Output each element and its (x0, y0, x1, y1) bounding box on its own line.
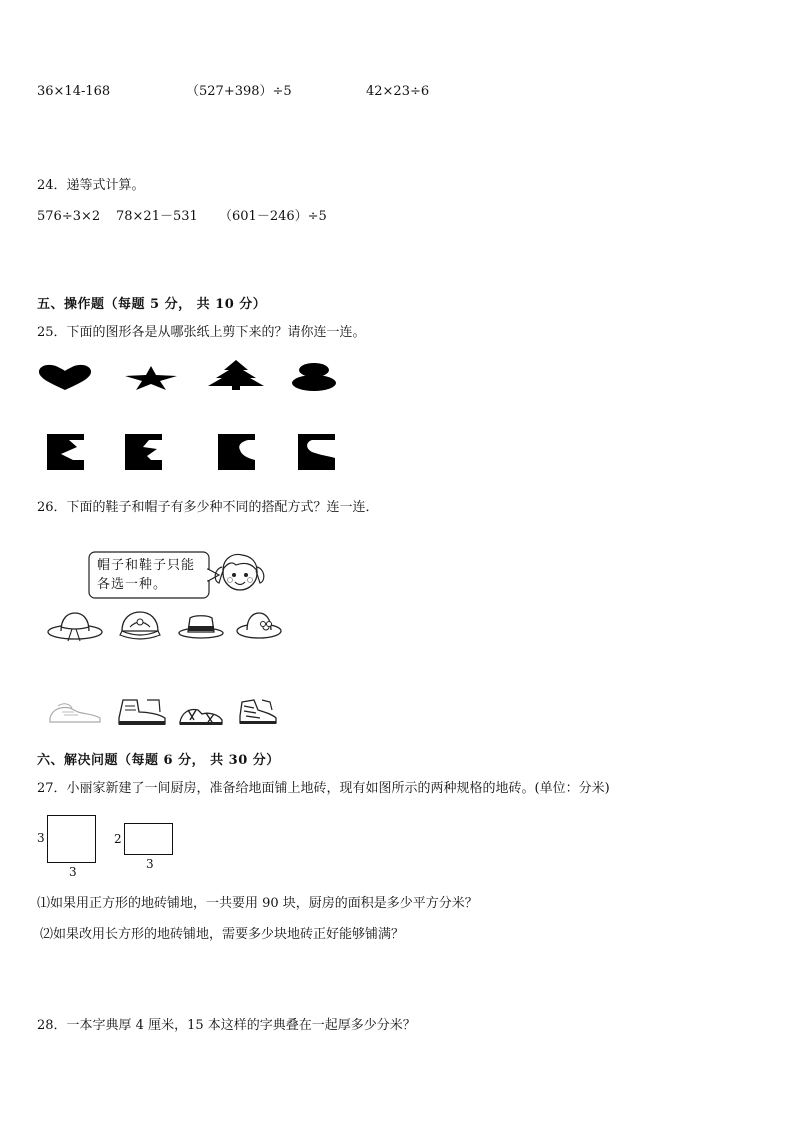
girl-icon (210, 547, 268, 601)
square-side-left-label: 3 (37, 831, 45, 845)
q24-expression-3: （601－246）÷5 (219, 209, 327, 224)
sandal-icon (176, 698, 226, 728)
question-24-title: 24．递等式计算。 (37, 178, 145, 193)
question-25-title: 25．下面的图形各是从哪张纸上剪下来的？请你连一连。 (37, 325, 366, 340)
expression-3: 42×23÷6 (366, 84, 430, 99)
sport-shoe-icon (236, 696, 280, 728)
bubble-line-2: 各选一种。 (97, 577, 168, 592)
paper-cut-3 (218, 434, 255, 470)
tree-shape (208, 360, 264, 390)
rect-side-left-label: 2 (114, 832, 122, 846)
flower-hat-icon (236, 609, 282, 641)
question-27-part-1: ⑴如果用正方形的地砖铺地，一共要用 90 块，厨房的面积是多少平方分米？ (37, 896, 478, 911)
bubble-line-1: 帽子和鞋子只能 (97, 558, 196, 573)
paper-cut-4 (298, 434, 335, 470)
rect-side-bottom-label: 3 (146, 857, 154, 871)
question-27-part-2: ⑵如果改用长方形的地砖铺地，需要多少块地砖正好能够铺满？ (40, 927, 405, 942)
heart-shape (38, 364, 92, 390)
sun-hat-icon (46, 608, 104, 644)
section-5-heading: 五、操作题（每题 5 分， 共 10 分） (37, 297, 267, 312)
expression-2: （527+398）÷5 (186, 84, 292, 99)
square-tile (47, 815, 96, 863)
section-6-heading: 六、解决问题（每题 6 分， 共 30 分） (37, 753, 280, 768)
question-26-title: 26．下面的鞋子和帽子有多少种不同的搭配方式？连一连． (37, 500, 379, 515)
q24-expression-2: 78×21－531 (116, 209, 198, 224)
question-28-title: 28．一本字典厚 4 厘米，15 本这样的字典叠在一起厚多少分米？ (37, 1018, 416, 1033)
cap-icon (118, 609, 162, 641)
square-side-bottom-label: 3 (69, 865, 77, 879)
star-shape (125, 366, 177, 390)
boot-icon (117, 696, 169, 728)
rectangle-tile (124, 823, 173, 855)
expression-1: 36×14-168 (37, 84, 111, 99)
paper-cut-2 (125, 434, 162, 470)
sneaker-icon (48, 700, 102, 726)
q24-expression-1: 576÷3×2 (37, 209, 101, 224)
paper-cut-1 (47, 434, 84, 470)
question-27-title: 27．小丽家新建了一间厨房，准备给地面铺上地砖，现有如图所示的两种规格的地砖。(单位：分米) (37, 781, 610, 796)
figure-eight-shape (291, 363, 337, 391)
fedora-icon (178, 612, 224, 640)
